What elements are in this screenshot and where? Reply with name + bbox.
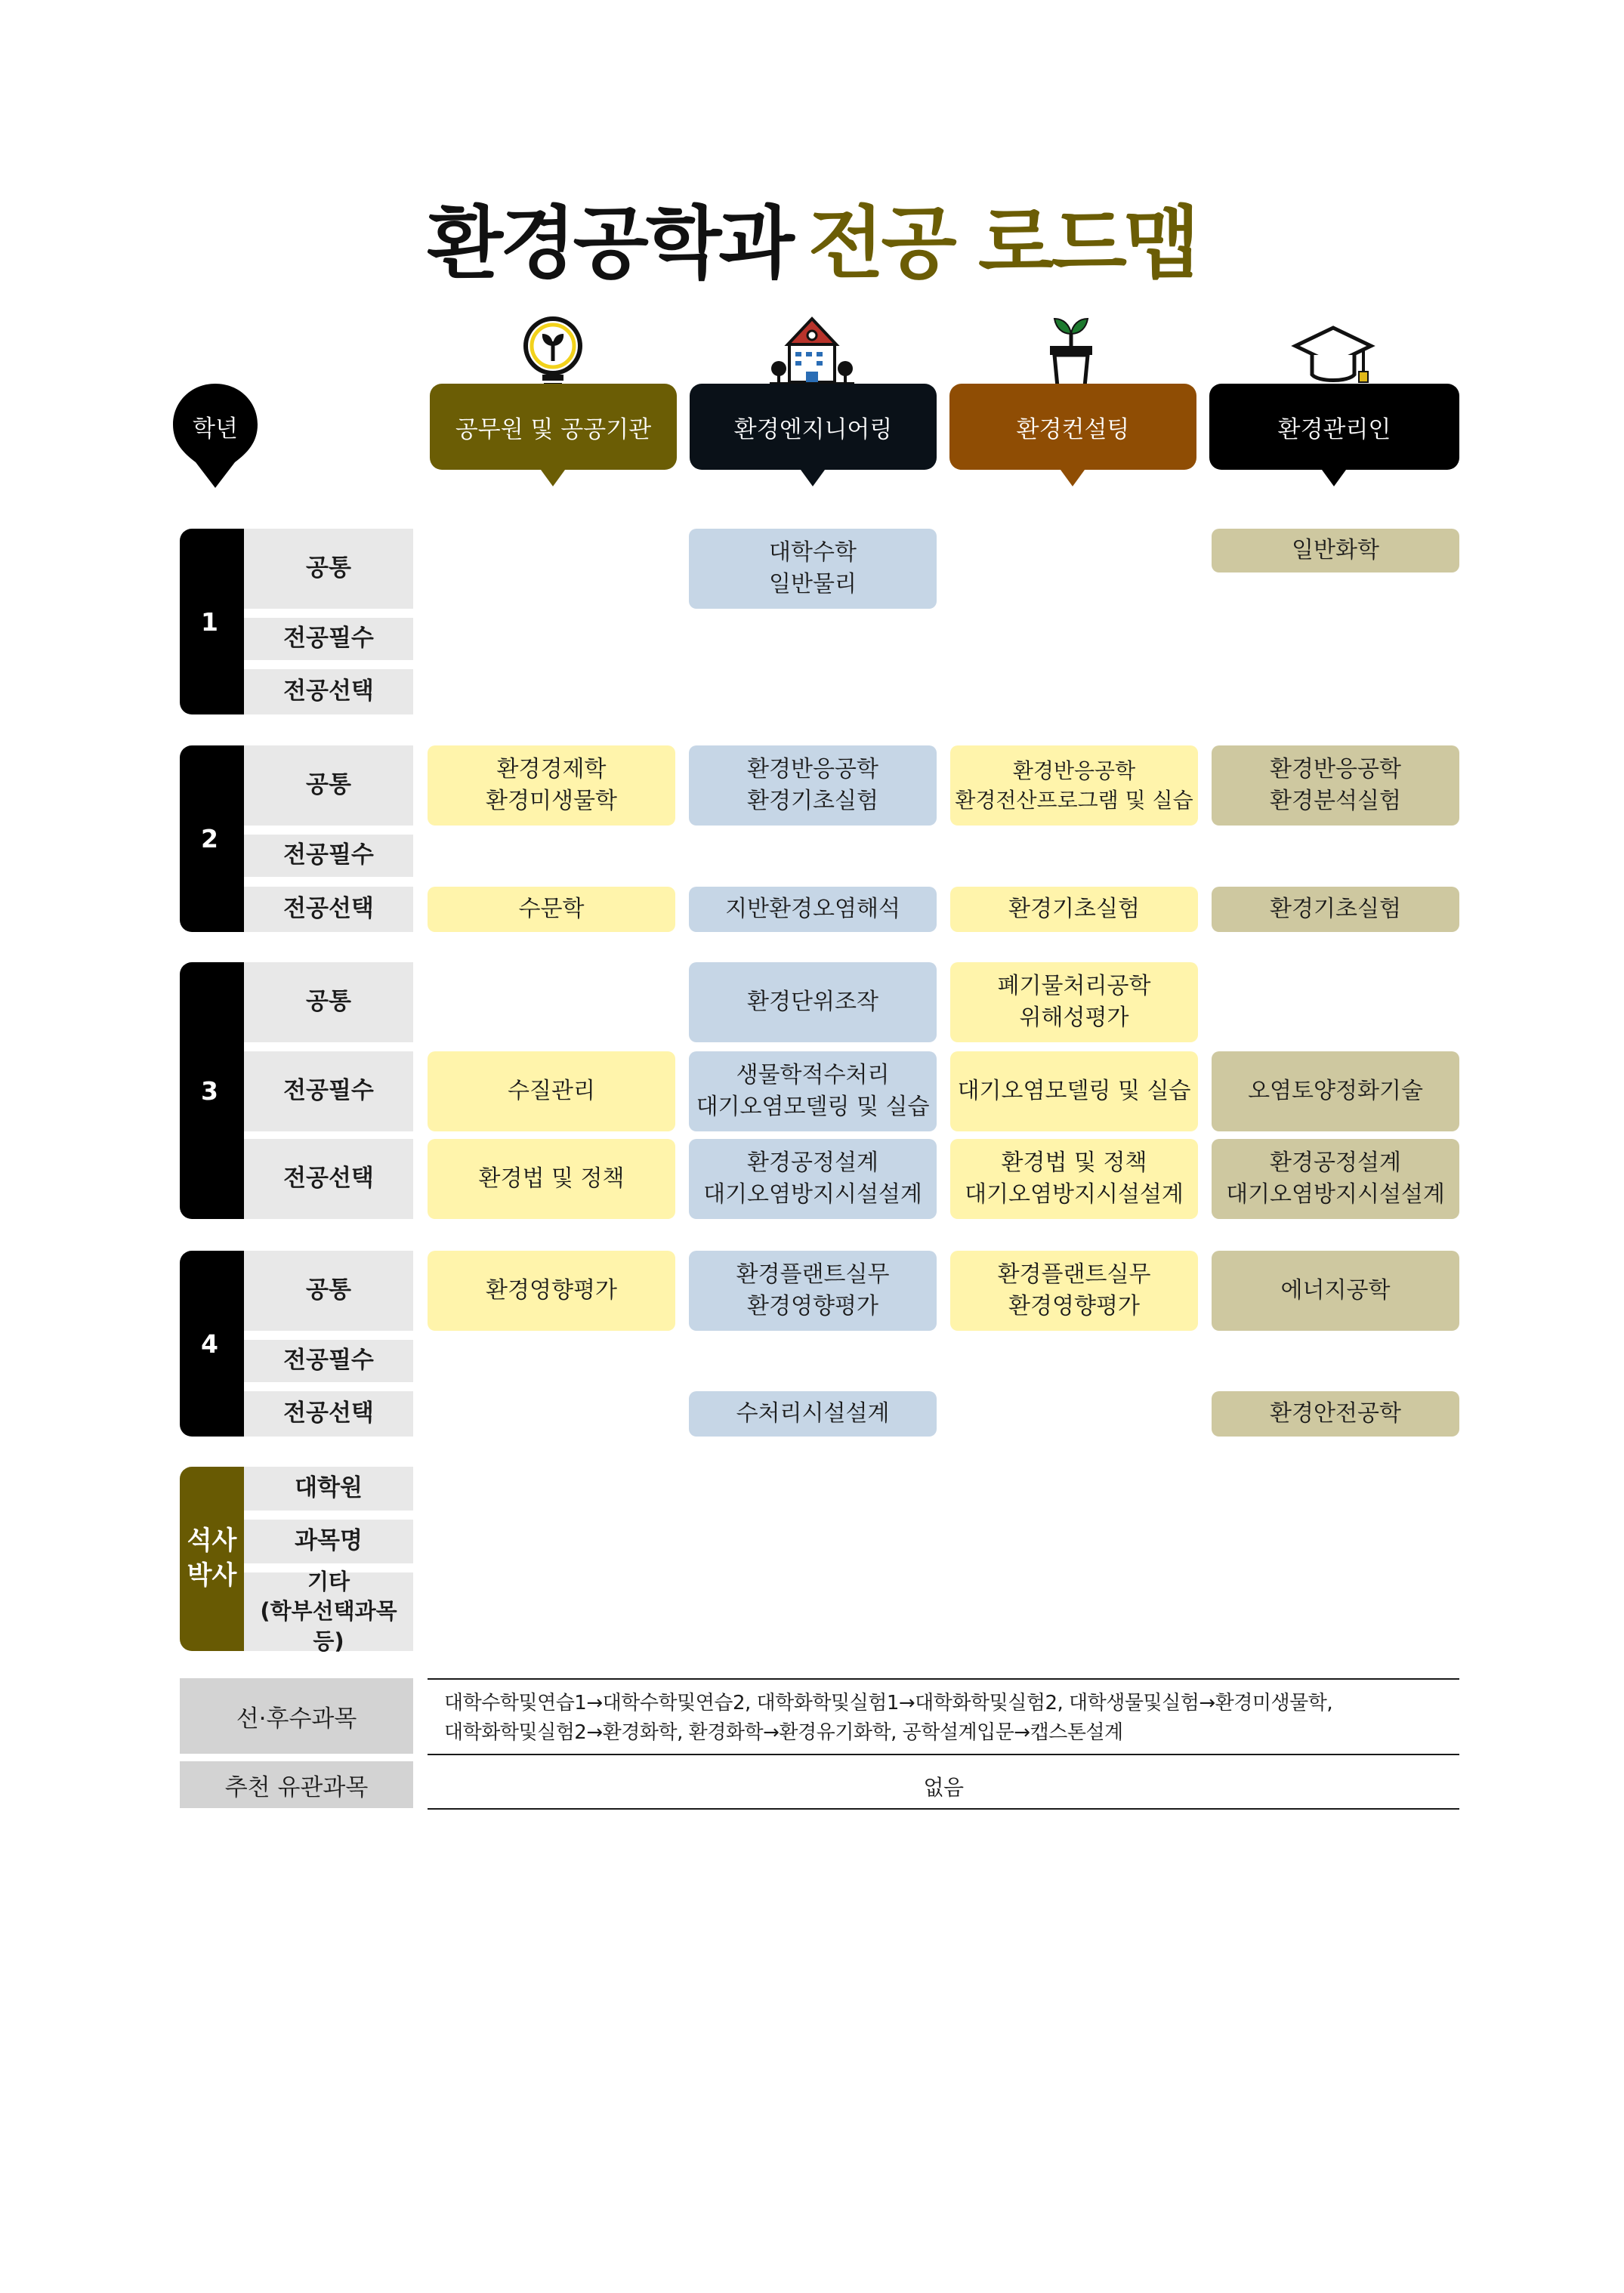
year-number: 2 xyxy=(201,824,218,853)
row-label-required xyxy=(244,835,413,877)
row-label-required xyxy=(244,618,413,660)
course-box xyxy=(950,745,1198,826)
course-name: 일반화학 xyxy=(1292,537,1379,563)
course-name: 환경법 및 정책 xyxy=(478,1165,625,1192)
row-label-common xyxy=(244,962,413,1042)
course-box xyxy=(428,1051,675,1131)
career-header-environmental-consulting xyxy=(949,384,1196,470)
course-name: 환경기초실험 xyxy=(1008,896,1140,922)
row-label-text: 기타 (학부선택과목 등) xyxy=(260,1569,397,1654)
career-pointer xyxy=(541,470,565,486)
course-name: 수처리시설설계 xyxy=(736,1400,890,1427)
year-2-block xyxy=(180,745,244,932)
prerequisite-text xyxy=(444,1689,1449,1748)
year-number: 3 xyxy=(201,1076,218,1106)
row-label-text: 전공선택 xyxy=(283,895,374,923)
year-1-block xyxy=(180,529,244,714)
title-department: 환경공학과 xyxy=(427,197,792,289)
row-label-text: 전공선택 xyxy=(283,1165,374,1193)
course-name: 오염토양정화기술 xyxy=(1248,1078,1423,1104)
course-name: 수문학 xyxy=(518,896,585,922)
course-box xyxy=(1212,529,1459,572)
related-courses-text xyxy=(428,1772,1459,1804)
course-name: 대기오염모델링 및 실습 xyxy=(957,1078,1191,1104)
related-courses-content: 없음 xyxy=(923,1775,964,1800)
year-number: 1 xyxy=(201,606,218,637)
year-3-block xyxy=(180,962,244,1219)
course-box xyxy=(689,1051,937,1131)
prerequisite-content: 대학수학및연습1→대학수학및연습2, 대학화학및실험1→대학화학및실험2, 대학생물및실험→환경미생물학, 대학화학및실험2→환경화학, 환경화학→환경유기화학, 공학설계입문→캡스톤설계 xyxy=(444,1692,1333,1744)
row-label-common xyxy=(244,745,413,826)
course-box xyxy=(428,887,675,932)
course-box xyxy=(689,1251,937,1331)
row-label-elective xyxy=(244,1391,413,1437)
row-label-elective xyxy=(244,887,413,932)
row-label-text: 전공필수 xyxy=(283,625,374,653)
course-name: 환경단위조작 xyxy=(747,989,878,1015)
course-name: 수질관리 xyxy=(508,1078,595,1104)
career-header-environmental-manager xyxy=(1209,384,1459,470)
grade-marker xyxy=(171,381,260,494)
row-label-text: 공통 xyxy=(306,771,351,799)
course-box xyxy=(689,887,937,932)
course-box xyxy=(950,1139,1198,1219)
prerequisite-label-text: 선·후수과목 xyxy=(236,1705,357,1733)
page-title xyxy=(0,180,1624,293)
course-name: 에너지공학 xyxy=(1280,1277,1391,1304)
prerequisite-label xyxy=(180,1678,413,1754)
course-box xyxy=(1212,1051,1459,1131)
lightbulb-sprout-icon xyxy=(508,311,598,394)
course-name: 환경공정설계 대기오염방지시설설계 xyxy=(1226,1150,1445,1208)
divider xyxy=(428,1754,1459,1755)
course-box xyxy=(428,1251,675,1331)
course-name: 환경기초실험 xyxy=(1270,896,1401,922)
course-box xyxy=(1212,1139,1459,1219)
row-label-text: 전공선택 xyxy=(283,677,374,705)
row-label-required xyxy=(244,1340,413,1382)
course-name: 환경플랜트실무 환경영향평가 xyxy=(997,1261,1151,1319)
career-label: 환경컨설팅 xyxy=(1016,415,1130,443)
graduate-row-label xyxy=(244,1569,413,1654)
grade-marker-label: 학년 xyxy=(193,415,238,443)
graduation-cap-icon xyxy=(1288,311,1379,394)
course-name: 환경안전공학 xyxy=(1270,1400,1401,1427)
building-icon xyxy=(767,311,857,394)
course-box xyxy=(689,529,937,609)
divider xyxy=(428,1808,1459,1810)
row-label-text: 전공필수 xyxy=(283,1347,374,1375)
title-roadmap: 전공 로드맵 xyxy=(807,197,1197,289)
career-pointer xyxy=(801,470,825,486)
divider xyxy=(428,1678,1459,1680)
row-label-text: 대학원 xyxy=(295,1474,363,1502)
course-name: 환경반응공학 환경전산프로그램 및 실습 xyxy=(955,758,1193,813)
course-name: 환경공정설계 대기오염방지시설설계 xyxy=(703,1150,922,1208)
course-name: 환경영향평가 xyxy=(486,1277,617,1304)
course-box xyxy=(1212,887,1459,932)
course-box xyxy=(689,1139,937,1219)
row-label-elective xyxy=(244,1139,413,1219)
course-box xyxy=(689,962,937,1042)
row-label-common xyxy=(244,1251,413,1331)
course-box xyxy=(950,887,1198,932)
course-name: 폐기물처리공학 위해성평가 xyxy=(997,973,1151,1031)
potted-plant-icon xyxy=(1026,311,1116,394)
related-courses-label-text: 추천 유관과목 xyxy=(224,1773,369,1801)
career-label: 환경엔지니어링 xyxy=(733,415,893,443)
graduate-block xyxy=(180,1467,244,1651)
course-box xyxy=(428,745,675,826)
course-name: 환경법 및 정책 대기오염방지시설설계 xyxy=(965,1150,1184,1208)
year-number: 4 xyxy=(201,1329,218,1359)
related-courses-label xyxy=(180,1761,413,1808)
course-box xyxy=(1212,1391,1459,1437)
course-box xyxy=(689,1391,937,1437)
graduate-row-label xyxy=(244,1467,413,1511)
career-label: 환경관리인 xyxy=(1277,415,1391,443)
graduate-row-label xyxy=(244,1520,413,1563)
row-label-text: 전공필수 xyxy=(283,841,374,869)
course-box xyxy=(689,745,937,826)
course-name: 환경경제학 환경미생물학 xyxy=(486,756,617,814)
course-name: 환경플랜트실무 환경영향평가 xyxy=(736,1261,890,1319)
course-name: 환경반응공학 환경분석실험 xyxy=(1270,756,1401,814)
course-box xyxy=(950,962,1198,1042)
course-box xyxy=(1212,745,1459,826)
course-box xyxy=(428,1139,675,1219)
course-name: 대학수학 일반물리 xyxy=(769,539,857,597)
career-header-public-official xyxy=(430,384,677,470)
course-box xyxy=(1212,1251,1459,1331)
course-box xyxy=(950,1251,1198,1331)
row-label-text: 공통 xyxy=(306,1276,351,1304)
row-label-common xyxy=(244,529,413,609)
row-label-text: 공통 xyxy=(306,554,351,582)
row-label-required xyxy=(244,1051,413,1131)
row-label-elective xyxy=(244,669,413,714)
year-4-block xyxy=(180,1251,244,1437)
row-label-text: 전공필수 xyxy=(283,1077,374,1105)
course-box xyxy=(950,1051,1198,1131)
career-label: 공무원 및 공공기관 xyxy=(455,415,652,443)
row-label-text: 전공선택 xyxy=(283,1400,374,1427)
course-name: 환경반응공학 환경기초실험 xyxy=(747,756,878,814)
graduate-label: 석사 박사 xyxy=(187,1526,237,1591)
career-pointer xyxy=(1061,470,1085,486)
course-name: 생물학적수처리 대기오염모델링 및 실습 xyxy=(696,1062,930,1120)
course-name: 지반환경오염해석 xyxy=(725,896,900,922)
row-label-text: 공통 xyxy=(306,988,351,1016)
career-pointer xyxy=(1322,470,1346,486)
career-header-environmental-engineering xyxy=(690,384,937,470)
row-label-text: 과목명 xyxy=(295,1527,363,1555)
